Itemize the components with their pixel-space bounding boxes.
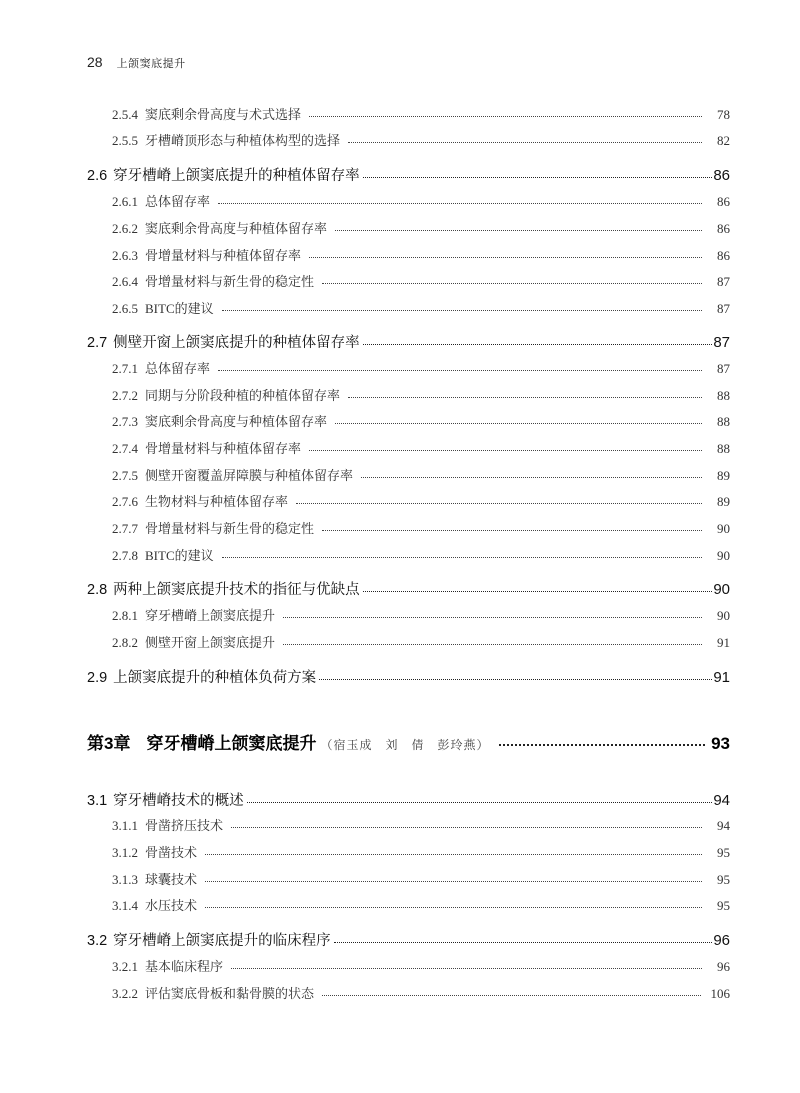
page-header xyxy=(87,54,186,71)
entry-title: 骨增量材料与新生骨的稳定性 xyxy=(145,274,315,289)
entry-label xyxy=(112,545,214,564)
entry-page-number: 94 xyxy=(713,792,730,809)
entry-page-number: 87 xyxy=(717,274,730,289)
entry-title: 窦底剩余骨高度与术式选择 xyxy=(145,107,302,122)
entry-page-number: 96 xyxy=(717,959,730,974)
entry-title: 窦底剩余骨高度与种植体留存率 xyxy=(145,414,328,429)
entry-label xyxy=(112,385,340,404)
toc-subsection-entry[interactable] xyxy=(112,545,730,564)
entry-title: 骨凿挤压技术 xyxy=(145,818,224,833)
entry-title: 总体留存率 xyxy=(145,361,211,376)
entry-title: 球囊技术 xyxy=(145,872,198,887)
entry-title: 穿牙槽嵴上颌窦底提升的种植体留存率 xyxy=(113,168,360,184)
entry-label xyxy=(87,578,360,599)
entry-label xyxy=(112,632,275,651)
entry-title: BITC的建议 xyxy=(145,548,214,563)
entry-title: 两种上颌窦底提升技术的指征与优缺点 xyxy=(113,582,360,598)
entry-number: 3.1.1 xyxy=(112,818,138,833)
entry-title: 上颌窦底提升的种植体负荷方案 xyxy=(113,670,317,686)
toc-subsection-entry[interactable] xyxy=(112,491,730,510)
dot-leader xyxy=(283,644,702,645)
entry-label xyxy=(112,518,314,537)
entry-title: 评估窦底骨板和黏骨膜的状态 xyxy=(145,986,315,1001)
entry-title: 总体留存率 xyxy=(145,194,211,209)
toc-section-entry[interactable] xyxy=(87,164,730,185)
entry-number: 2.6.2 xyxy=(112,221,138,236)
dot-leader xyxy=(322,283,702,284)
dot-leader xyxy=(363,344,713,345)
entry-number: 2.6 xyxy=(87,168,108,184)
toc-subsection-entry[interactable] xyxy=(112,605,730,624)
entry-number: 3.2 xyxy=(87,933,108,949)
entry-label xyxy=(112,983,314,1002)
entry-label xyxy=(112,130,340,149)
entry-number: 2.9 xyxy=(87,670,108,686)
entry-label xyxy=(112,842,197,861)
entry-page-number: 88 xyxy=(717,388,730,403)
dot-leader xyxy=(363,177,713,178)
dot-leader xyxy=(499,744,705,746)
dot-leader xyxy=(309,116,702,117)
dot-leader xyxy=(361,477,702,478)
entry-number: 3.1 xyxy=(87,793,108,809)
entry-number: 2.6.4 xyxy=(112,274,138,289)
toc-subsection-entry[interactable] xyxy=(112,104,730,123)
entry-title: 侧壁开窗上颌窦底提升 xyxy=(145,635,276,650)
toc-subsection-entry[interactable] xyxy=(112,358,730,377)
toc-subsection-entry[interactable] xyxy=(112,130,730,149)
entry-label xyxy=(87,789,244,810)
entry-number: 2.7.2 xyxy=(112,388,138,403)
entry-number: 2.7.5 xyxy=(112,468,138,483)
entry-label xyxy=(112,358,210,377)
entry-page-number: 90 xyxy=(717,521,730,536)
entry-title: 穿牙槽嵴上颌窦底提升的临床程序 xyxy=(113,933,331,949)
entry-number: 2.7.4 xyxy=(112,441,138,456)
entry-label xyxy=(112,245,301,264)
entry-page-number: 95 xyxy=(717,845,730,860)
entry-number: 2.5.4 xyxy=(112,107,138,122)
entry-label xyxy=(112,104,301,123)
entry-number: 3.2.1 xyxy=(112,959,138,974)
entry-label xyxy=(112,815,223,834)
entry-number: 2.6.1 xyxy=(112,194,138,209)
entry-label xyxy=(87,164,360,185)
entry-title: BITC的建议 xyxy=(145,301,214,316)
toc-section-entry[interactable] xyxy=(87,666,730,687)
dot-leader xyxy=(222,557,702,558)
entry-page-number: 90 xyxy=(713,581,730,598)
toc-subsection-entry[interactable] xyxy=(112,191,730,210)
entry-number: 2.7.8 xyxy=(112,548,138,563)
entry-number: 2.7.3 xyxy=(112,414,138,429)
entry-page-number: 82 xyxy=(717,133,730,148)
toc-subsection-entry[interactable] xyxy=(112,438,730,457)
entry-number: 2.7.1 xyxy=(112,361,138,376)
entry-page-number: 88 xyxy=(717,414,730,429)
entry-title: 骨凿技术 xyxy=(145,845,198,860)
entry-page-number: 88 xyxy=(717,441,730,456)
dot-leader xyxy=(322,995,700,996)
entry-label xyxy=(112,956,223,975)
entry-number: 2.5.5 xyxy=(112,133,138,148)
entry-title: 同期与分阶段种植的种植体留存率 xyxy=(145,388,341,403)
dot-leader xyxy=(335,423,702,424)
toc-subsection-entry[interactable] xyxy=(112,245,730,264)
entry-label xyxy=(112,895,197,914)
entry-page-number: 90 xyxy=(717,608,730,623)
entry-label xyxy=(87,666,316,687)
dot-leader xyxy=(348,397,702,398)
dot-leader xyxy=(222,310,702,311)
entry-number: 2.7 xyxy=(87,335,108,351)
entry-page-number: 94 xyxy=(717,818,730,833)
toc-section-entry[interactable] xyxy=(87,578,730,599)
toc-section-entry[interactable] xyxy=(87,929,730,950)
entry-number: 2.8.1 xyxy=(112,608,138,623)
toc-subsection-entry[interactable] xyxy=(112,842,730,861)
entry-title: 水压技术 xyxy=(145,898,198,913)
dot-leader xyxy=(205,854,702,855)
entry-title: 骨增量材料与新生骨的稳定性 xyxy=(145,521,315,536)
dot-leader xyxy=(334,942,713,943)
entry-label xyxy=(87,331,360,352)
entry-page-number: 78 xyxy=(717,107,730,122)
entry-number: 3.1.3 xyxy=(112,872,138,887)
entry-page-number: 93 xyxy=(711,734,730,753)
dot-leader xyxy=(296,503,702,504)
toc-subsection-entry[interactable] xyxy=(112,218,730,237)
entry-page-number: 86 xyxy=(717,248,730,263)
entry-label xyxy=(87,929,331,950)
entry-page-number: 87 xyxy=(713,334,730,351)
toc-subsection-entry[interactable] xyxy=(112,983,730,1002)
toc-subsection-entry[interactable] xyxy=(112,956,730,975)
toc-subsection-entry[interactable] xyxy=(112,815,730,834)
entry-label xyxy=(112,491,288,510)
entry-page-number: 96 xyxy=(713,932,730,949)
toc-subsection-entry[interactable] xyxy=(112,271,730,290)
dot-leader xyxy=(231,827,702,828)
toc-subsection-entry[interactable] xyxy=(112,411,730,430)
entry-label xyxy=(87,729,489,754)
entry-label xyxy=(112,411,327,430)
toc-subsection-entry[interactable] xyxy=(112,298,730,317)
entry-title: 穿牙槽嵴技术的概述 xyxy=(113,793,244,809)
entry-title: 骨增量材料与种植体留存率 xyxy=(145,441,302,456)
dot-leader xyxy=(309,450,702,451)
entry-number: 3.1.4 xyxy=(112,898,138,913)
entry-title: 穿牙槽嵴上颌窦底提升 xyxy=(146,734,317,753)
entry-page-number: 89 xyxy=(717,468,730,483)
entry-page-number: 86 xyxy=(717,221,730,236)
entry-number: 2.8 xyxy=(87,582,108,598)
entry-page-number: 89 xyxy=(717,494,730,509)
dot-leader xyxy=(283,617,702,618)
entry-label xyxy=(112,271,314,290)
entry-title: 骨增量材料与种植体留存率 xyxy=(145,248,302,263)
toc-subsection-entry[interactable] xyxy=(112,869,730,888)
entry-page-number: 106 xyxy=(710,986,730,1001)
running-title: 上颌窦底提升 xyxy=(116,58,186,70)
dot-leader xyxy=(205,881,702,882)
dot-leader xyxy=(205,907,702,908)
toc-subsection-entry[interactable] xyxy=(112,385,730,404)
entry-page-number: 95 xyxy=(717,872,730,887)
dot-leader xyxy=(363,591,713,592)
dot-leader xyxy=(348,142,702,143)
entry-title: 窦底剩余骨高度与种植体留存率 xyxy=(145,221,328,236)
entry-number: 2.6.3 xyxy=(112,248,138,263)
toc-subsection-entry[interactable] xyxy=(112,518,730,537)
toc-subsection-entry[interactable] xyxy=(112,465,730,484)
entry-title: 基本临床程序 xyxy=(145,959,224,974)
entry-number: 2.6.5 xyxy=(112,301,138,316)
entry-title: 牙槽嵴顶形态与种植体构型的选择 xyxy=(145,133,341,148)
toc-section-entry[interactable] xyxy=(87,789,730,810)
entry-number: 2.7.7 xyxy=(112,521,138,536)
entry-page-number: 95 xyxy=(717,898,730,913)
entry-page-number: 86 xyxy=(717,194,730,209)
entry-label xyxy=(112,438,301,457)
entry-number: 3.2.2 xyxy=(112,986,138,1001)
dot-leader xyxy=(319,679,712,680)
chapter-authors: （宿玉成 刘 倩 彭玲燕） xyxy=(320,738,490,752)
entry-title: 生物材料与种植体留存率 xyxy=(145,494,289,509)
entry-number: 2.8.2 xyxy=(112,635,138,650)
toc-subsection-entry[interactable] xyxy=(112,632,730,651)
entry-label xyxy=(112,869,197,888)
dot-leader xyxy=(335,230,702,231)
entry-page-number: 91 xyxy=(717,635,730,650)
toc-subsection-entry[interactable] xyxy=(112,895,730,914)
entry-number: 3.1.2 xyxy=(112,845,138,860)
dot-leader xyxy=(247,802,713,803)
dot-leader xyxy=(309,257,702,258)
toc-chapter-entry[interactable] xyxy=(87,729,730,754)
entry-number: 2.7.6 xyxy=(112,494,138,509)
entry-page-number: 86 xyxy=(713,167,730,184)
entry-page-number: 87 xyxy=(717,361,730,376)
entry-number: 第3章 xyxy=(87,734,131,753)
entry-label xyxy=(112,605,275,624)
entry-title: 侧壁开窗上颌窦底提升的种植体留存率 xyxy=(113,335,360,351)
entry-label xyxy=(112,191,210,210)
dot-leader xyxy=(218,370,702,371)
dot-leader xyxy=(322,530,702,531)
entry-title: 侧壁开窗覆盖屏障膜与种植体留存率 xyxy=(145,468,354,483)
entry-page-number: 90 xyxy=(717,548,730,563)
entry-label xyxy=(112,298,214,317)
toc-section-entry[interactable] xyxy=(87,331,730,352)
entry-page-number: 91 xyxy=(713,669,730,686)
page-number: 28 xyxy=(87,54,103,70)
entry-title: 穿牙槽嵴上颌窦底提升 xyxy=(145,608,276,623)
entry-page-number: 87 xyxy=(717,301,730,316)
dot-leader xyxy=(218,203,702,204)
entry-label xyxy=(112,465,353,484)
entry-label xyxy=(112,218,327,237)
dot-leader xyxy=(231,968,702,969)
